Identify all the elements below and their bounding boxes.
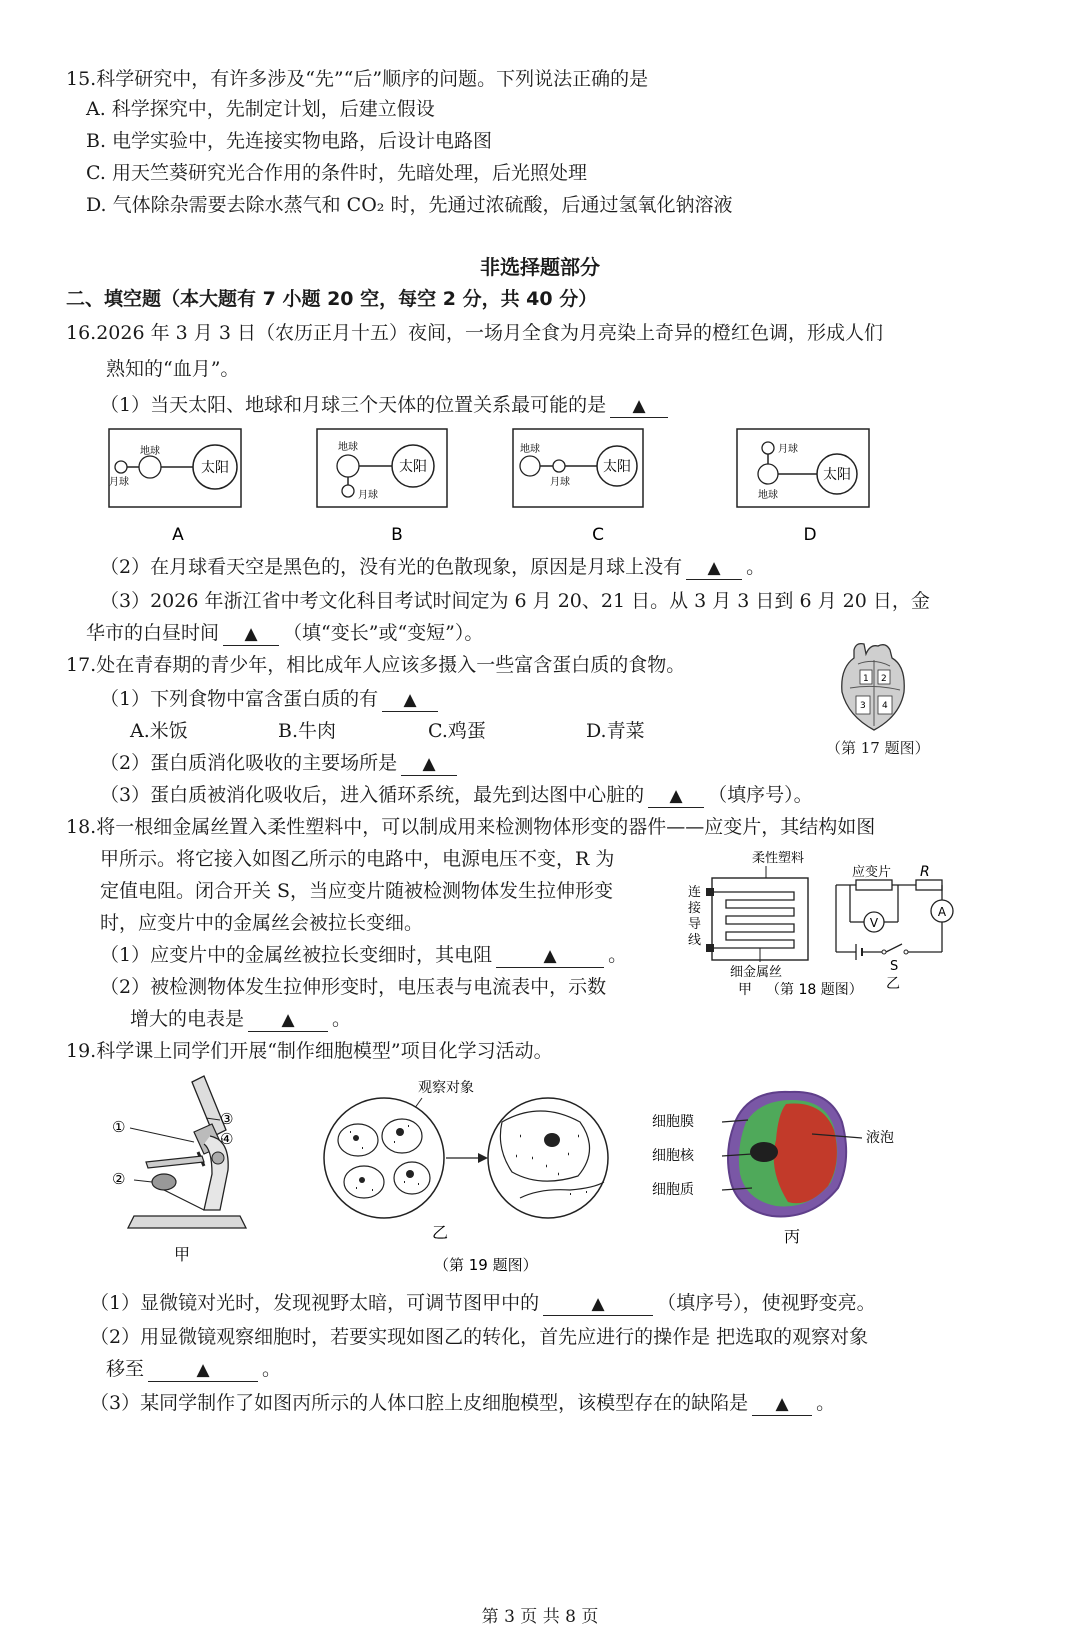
- microscope-label-2: ②: [112, 1170, 126, 1188]
- answer-blank[interactable]: [382, 688, 438, 712]
- blank-triangle: ▲: [281, 1010, 295, 1030]
- answer-blank[interactable]: [686, 556, 742, 580]
- q19-part2-line2: [106, 1356, 281, 1382]
- q18-part2-line1: （2）被检测物体发生拉伸形变时，电压表与电流表中，示数: [100, 976, 607, 998]
- q19-part2-line1: （2）用显微镜观察细胞时，若要实现如图乙的转化，首先应进行的操作是 把选取的观察对象: [90, 1326, 869, 1348]
- q16-part2: [100, 554, 765, 580]
- answer-blank[interactable]: [248, 1008, 328, 1032]
- answer-blank[interactable]: [648, 784, 704, 808]
- q17-part3-text: （3）蛋白质被消化吸收后，进入循环系统，最先到达图中心脏的: [100, 784, 645, 806]
- label-moon: 月球: [358, 490, 378, 501]
- q16-letter-a: A: [172, 525, 184, 545]
- label-sun: 太阳: [823, 467, 851, 483]
- heart-figure: [834, 640, 914, 734]
- q16-figure-c: [513, 429, 643, 507]
- q19-figure: [100, 1070, 970, 1280]
- q17-option-a: A.米饭: [130, 720, 188, 742]
- label-yi: 乙: [432, 1223, 449, 1242]
- section-title: 非选择题部分: [480, 255, 600, 279]
- blank-triangle: ▲: [669, 786, 683, 806]
- q17-part3-end: （填序号）。: [708, 784, 813, 806]
- label-jia: 甲: [174, 1245, 191, 1264]
- label-moon: 月球: [109, 477, 129, 488]
- label-moon: 月球: [778, 444, 798, 455]
- q19-figure-caption: （第 19 题图）: [434, 1256, 538, 1274]
- q16-stem-line2: 熟知的“血月”。: [106, 358, 240, 380]
- q19-part1: [90, 1290, 876, 1316]
- blank-triangle: ▲: [707, 558, 721, 578]
- heart-label-1: 1: [863, 674, 869, 684]
- q17-part1: [100, 686, 442, 712]
- label-conn-4: 线: [688, 933, 702, 948]
- label-earth: 地球: [758, 490, 778, 501]
- heart-label-4: 4: [882, 701, 888, 711]
- q15-option-a: A. 科学探究中，先制定计划，后建立假设: [86, 98, 435, 120]
- q15-stem: 15.科学研究中，有许多涉及“先”“后”顺序的问题。下列说法正确的是: [66, 68, 649, 90]
- blank-triangle: ▲: [196, 1360, 210, 1380]
- q17-option-c: C.鸡蛋: [428, 720, 486, 742]
- label-flexible-plastic: 柔性塑料: [752, 851, 805, 866]
- label-conn-3: 导: [688, 917, 702, 932]
- q17-part3: [100, 782, 813, 808]
- q18-line4: 时，应变片中的金属丝会被拉长变细。: [100, 912, 424, 934]
- label-nucleus: 细胞核: [652, 1148, 694, 1164]
- label-jia: 甲: [738, 982, 752, 998]
- q17-figure-caption: （第 17 题图）: [826, 739, 930, 757]
- q18-part2-text: 增大的电表是: [130, 1008, 245, 1030]
- q19-part1-end: （填序号），使视野变亮。: [657, 1292, 876, 1314]
- q16-part3-line1: （3）2026 年浙江省中考文化科目考试时间定为 6 月 20、21 日。从 3 月 3 日到 6 月 20 日，金: [100, 590, 930, 612]
- cell-model-figure: [652, 1092, 894, 1246]
- q19-part1-text: （1）显微镜对光时，发现视野太暗，可调节图甲中的: [90, 1292, 540, 1314]
- label-bing: 丙: [784, 1227, 801, 1246]
- label-earth: 地球: [338, 442, 358, 453]
- q17-part1-text: （1）下列食物中富含蛋白质的有: [100, 688, 379, 710]
- q18-part1-end: 。: [608, 944, 628, 966]
- q17-option-d: D.青菜: [586, 720, 645, 742]
- blank-triangle: ▲: [543, 946, 557, 966]
- q16-part3-line2: [86, 620, 483, 646]
- q18-line3: 定值电阻。闭合开关 S，当应变片随被检测物体发生拉伸形变: [100, 880, 614, 902]
- heart-label-3: 3: [860, 701, 866, 711]
- label-resistor: R: [920, 864, 930, 880]
- q16-part2-end: 。: [746, 556, 766, 578]
- blank-triangle: ▲: [775, 1394, 789, 1414]
- q15-option-d: D. 气体除杂需要去除水蒸气和 CO₂ 时，先通过浓硫酸，后通过氢氧化钠溶液: [86, 194, 733, 216]
- label-sun: 太阳: [399, 459, 427, 475]
- q15-option-b: B. 电学实验中，先连接实物电路，后设计电路图: [86, 130, 493, 152]
- q19-part2-end: 。: [262, 1358, 282, 1380]
- q19-part2-text: 移至: [106, 1358, 145, 1380]
- microscope-label-3: ③: [220, 1110, 234, 1128]
- page-footer: 第 3 页 共 8 页: [481, 1607, 599, 1627]
- label-earth: 地球: [520, 444, 540, 455]
- label-switch: S: [890, 959, 899, 974]
- answer-blank[interactable]: [401, 752, 457, 776]
- label-conn-1: 连: [688, 885, 702, 900]
- q19-part3-text: （3）某同学制作了如图丙所示的人体口腔上皮细胞模型，该模型存在的缺陷是: [90, 1392, 749, 1414]
- q16-part3-text: 华市的白昼时间: [86, 622, 220, 644]
- microscope-label-1: ①: [112, 1118, 126, 1136]
- q18-figure: [686, 842, 972, 1006]
- label-sun: 太阳: [201, 460, 229, 476]
- answer-blank[interactable]: [610, 394, 668, 418]
- section-heading: 二、填空题（本大题有 7 小题 20 空，每空 2 分，共 40 分）: [66, 288, 598, 310]
- q19-part3-end: 。: [816, 1392, 836, 1414]
- q18-line2: 甲所示。将它接入如图乙所示的电路中，电源电压不变，R 为: [100, 848, 615, 870]
- q18-part1-text: （1）应变片中的金属丝被拉长变细时，其电阻: [100, 944, 493, 966]
- q16-figure-b: [317, 429, 447, 507]
- voltmeter-symbol: V: [869, 916, 879, 930]
- q19-stem: 19.科学课上同学们开展“制作细胞模型”项目化学习活动。: [66, 1040, 553, 1062]
- blank-triangle: ▲: [244, 624, 258, 644]
- microscope-label-4: ④: [220, 1130, 234, 1148]
- q18-figure-caption: （第 18 题图）: [766, 982, 863, 998]
- blank-triangle: ▲: [403, 690, 417, 710]
- answer-blank[interactable]: [148, 1358, 258, 1382]
- label-earth: 地球: [140, 446, 160, 457]
- q16-part2-text: （2）在月球看天空是黑色的，没有光的色散现象，原因是月球上没有: [100, 556, 683, 578]
- blank-triangle: ▲: [422, 754, 436, 774]
- label-strain-gauge: 应变片: [852, 865, 892, 880]
- label-moon: 月球: [550, 477, 570, 488]
- answer-blank[interactable]: [752, 1392, 812, 1416]
- microscope-figure: [112, 1076, 246, 1264]
- answer-blank[interactable]: [223, 622, 279, 646]
- label-cytoplasm: 细胞质: [652, 1182, 694, 1198]
- label-observation-target: 观察对象: [418, 1080, 474, 1096]
- q16-letter-c: C: [592, 525, 604, 545]
- q16-part1: [100, 392, 672, 418]
- label-thin-wire: 细金属丝: [730, 965, 783, 980]
- label-vacuole: 液泡: [866, 1130, 894, 1146]
- q18-part2-line2: [130, 1006, 351, 1032]
- q16-part3-end: （填“变长”或“变短”）。: [283, 622, 484, 644]
- ammeter-symbol: A: [937, 905, 947, 919]
- answer-blank[interactable]: [496, 944, 604, 968]
- q19-part3: [90, 1390, 835, 1416]
- answer-blank[interactable]: [543, 1292, 653, 1316]
- blank-triangle: ▲: [591, 1294, 605, 1314]
- q15-option-c: C. 用天竺葵研究光合作用的条件时，先暗处理，后光照处理: [86, 162, 587, 184]
- q16-part1-text: （1）当天太阳、地球和月球三个天体的位置关系最可能的是: [100, 394, 607, 416]
- q17-option-b: B.牛肉: [278, 720, 337, 742]
- q18-line1: 18.将一根细金属丝置入柔性塑料中，可以制成用来检测物体形变的器件——应变片，其结构如图: [66, 816, 876, 838]
- field-of-view-figure: [324, 1080, 608, 1242]
- label-yi: 乙: [886, 976, 900, 992]
- q16-letter-d: D: [803, 525, 817, 545]
- blank-triangle: ▲: [632, 396, 646, 416]
- q17-stem: 17.处在青春期的青少年，相比成年人应该多摄入一些富含蛋白质的食物。: [66, 654, 686, 676]
- q16-figure-a: [109, 429, 241, 507]
- heart-label-2: 2: [881, 674, 887, 684]
- q16-stem-line1: 16.2026 年 3 月 3 日（农历正月十五）夜间，一场月全食为月亮染上奇异的橙红色调，形成人们: [66, 322, 883, 344]
- q17-part2-text: （2）蛋白质消化吸收的主要场所是: [100, 752, 398, 774]
- q18-part2-end: 。: [332, 1008, 352, 1030]
- label-conn-2: 接: [688, 901, 702, 916]
- q16-options-figure: [108, 428, 878, 546]
- q16-letter-b: B: [391, 525, 403, 545]
- label-membrane: 细胞膜: [652, 1114, 694, 1130]
- q18-part1: [100, 942, 627, 968]
- label-sun: 太阳: [603, 459, 631, 475]
- q16-figure-d: [737, 429, 869, 507]
- q17-part2: [100, 750, 461, 776]
